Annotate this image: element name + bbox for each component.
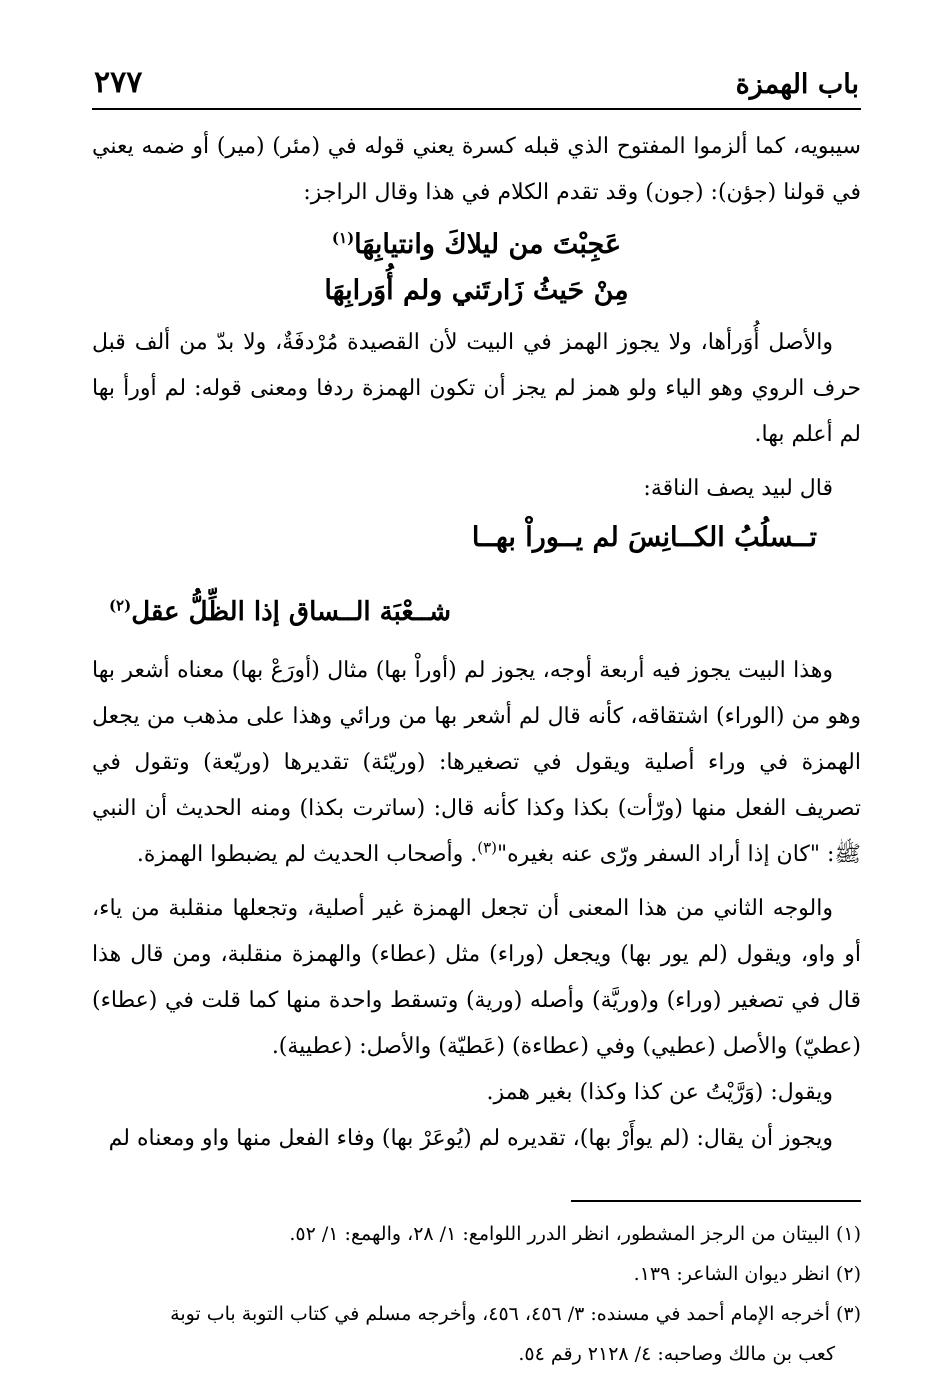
paragraph-2: والأصل أُوَرأها، ولا يجوز الهمز في البيت لأن القصيدة مُرْدفَةٌ، ولا بدّ من ألف قبل حرف الروي وهو الياء ولو همز لم يجز أن تكون الهمزة ردفا ومعنى قوله: لم أورأ بها لم أعلم بها. (92, 330, 861, 447)
page-number: ٢٧٧ (94, 65, 143, 100)
paragraph-4-text: وهذا البيت يجوز فيه أربعة أوجه، يجوز لم (أوراْ بها) مثال (أورَعْ بها) معناه أشعر بها وهو من (الوراء) اشتقاقه، كأنه قال لم أشعر بها من ورائي وهذا على مذهب من يجعل الهمزة في وراء أصلية ويقول في تصغيرها: (وريّئة) تقديرها (وريّعة) وتقول في تصريف الفعل منها (ورّأت) بكذا وكذا كأنه قال: (ساترت بكذا) ومنه الحديث أن النبي ﷺ: "كان إذا أراد السفر ورّى عنه بغيره" (92, 658, 861, 867)
verse-1 (92, 222, 861, 314)
page-body (92, 124, 861, 1162)
footnote-2: (٢) انظر ديوان الشاعر: ١٣٩. (633, 1263, 861, 1285)
verse-1-line-2: مِنْ حَيثُ زَارتَني ولم أُوَرابِهَا (324, 275, 629, 306)
paragraph-1: سيبويه، كما ألزموا المفتوح الذي قبله كسرة يعني قوله في (مئر) (مير) أو ضمه يعني في قولنا (جؤن): (جون) وقد تقدم الكلام في هذا وقال الراجز: (92, 134, 861, 205)
footnote-ref-1: (١) (331, 229, 355, 247)
footnote-divider (571, 1200, 861, 1202)
footnote-1: (١) البيتان من الرجز المشطور، انظر الدرر اللوامع: ١/ ٢٨، والهمع: ١/ ٥٢. (289, 1223, 861, 1245)
footnotes (92, 1214, 861, 1374)
verse-2-line-2-text: شــعْبَة الــساق إذا الظِّلُّ عقل (131, 597, 451, 627)
footnote-3-line-2: كعب بن مالك وصاحبه: ٤/ ٢١٢٨ رقم ٥٤. (518, 1343, 835, 1365)
paragraph-6: ويقول: (وَرَّيْتُ عن كذا وكذا) بغير همز. (486, 1080, 833, 1105)
paragraph-4 (92, 648, 861, 878)
page-header (92, 48, 861, 100)
footnote-ref-2: (٢) (108, 596, 132, 615)
verse-2-line-1: تــسلُبُ الكــانِسَ لم يــوراْ بهــا (471, 522, 817, 553)
paragraph-4-end: . وأصحاب الحديث لم يضبطوا الهمزة. (136, 842, 478, 867)
header-divider (92, 108, 861, 110)
verse-1-line-1-text: عَجِبْتَ من ليلاكَ وانتيابِهَا (354, 229, 622, 260)
chapter-title: باب الهمزة (735, 69, 859, 100)
paragraph-5: والوجه الثاني من هذا المعنى أن تجعل الهمزة غير أصلية، وتجعلها منقلبة من ياء، أو واو، ويقول (لم يور بها) ويجعل (وراء) مثل (عطاء) والهمزة منقلبة، ومن قال هذا قال في تصغير (وراء) و(وريَّة) وأصله (ورية) وتسقط واحدة منها كما قلت في (عطاء) (عطيّ) والأصل (عطيي) وفي (عطاءة) (عَطيّة) والأصل: (عطيية). (92, 896, 861, 1059)
verse-1-line-1 (92, 222, 861, 268)
paragraph-3: قال لبيد يصف الناقة: (643, 476, 833, 501)
footnote-ref-3: (٣) (477, 838, 498, 857)
footnote-3-line-1: (٣) أخرجه الإمام أحمد في مسنده: ٣/ ٤٥٦، ٤٥٦، وأخرجه مسلم في كتاب التوبة باب توبة (170, 1303, 861, 1325)
verse-2-line-2 (92, 586, 861, 638)
paragraph-7: ويجوز أن يقال: (لم يوأَرْ بها)، تقديره لم (يُوعَرْ بها) وفاء الفعل منها واو ومعناه لم (108, 1126, 833, 1151)
